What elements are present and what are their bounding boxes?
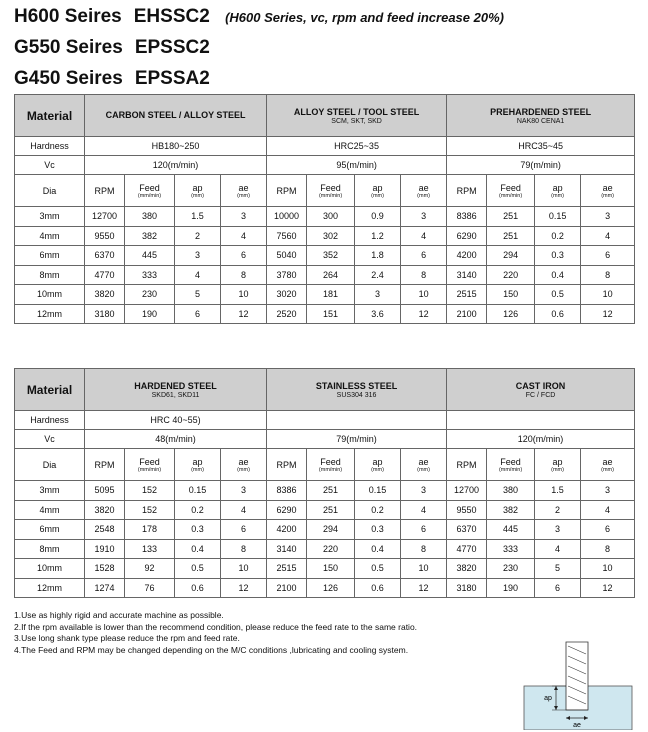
ae-label: ae: [418, 182, 429, 193]
feed-label: Feed: [320, 456, 341, 467]
feed-unit: (mm/min): [318, 192, 343, 199]
ap-column-header: [175, 175, 221, 207]
ae-unit: (mm): [237, 192, 250, 199]
hardness-value: HRC 40~55): [85, 411, 267, 430]
ap-label: ap: [192, 456, 203, 467]
notes: [14, 610, 417, 656]
dia-cell: 10mm: [15, 559, 85, 579]
ap-column-header: [175, 449, 221, 481]
vc-value: 48(m/min): [85, 430, 267, 449]
dia-cell: 4mm: [15, 500, 85, 520]
table-row: [15, 500, 635, 520]
value-cell: 3: [401, 207, 447, 227]
value-cell: 264: [307, 265, 355, 285]
dia-column-header: Dia: [15, 449, 85, 481]
value-cell: 251: [487, 226, 535, 246]
feed-label: Feed: [500, 182, 521, 193]
value-cell: 8386: [447, 207, 487, 227]
feed-label: Feed: [139, 456, 160, 467]
ap-label: ap: [192, 182, 203, 193]
value-cell: 4: [535, 539, 581, 559]
feed-label: Feed: [320, 182, 341, 193]
material-group-name: CAST IRON: [515, 380, 566, 391]
table-row: [15, 481, 635, 501]
value-cell: 12700: [85, 207, 125, 227]
title-line-2: [14, 37, 210, 59]
value-cell: 152: [125, 481, 175, 501]
ae-unit: (mm): [237, 466, 250, 473]
value-cell: 8: [581, 265, 635, 285]
material-group-sub: SUS304 316: [336, 391, 377, 399]
ae-unit: (mm): [417, 466, 430, 473]
feed-label: Feed: [500, 456, 521, 467]
value-cell: 4770: [447, 539, 487, 559]
vc-value: 79(m/min): [447, 156, 635, 175]
value-cell: 5: [535, 559, 581, 579]
table-row: [15, 304, 635, 324]
note-item: 3.Use long shank type please reduce the rpm and feed rate.: [14, 633, 240, 643]
value-cell: 12: [581, 578, 635, 598]
ap-label: ap: [552, 456, 563, 467]
feed-unit: (mm/min): [498, 192, 523, 199]
ae-column-header: [401, 175, 447, 207]
value-cell: 190: [125, 304, 175, 324]
vc-value: 95(m/min): [267, 156, 447, 175]
value-cell: 3.6: [355, 304, 401, 324]
value-cell: 6: [535, 578, 581, 598]
note-item: 2.If the rpm available is lower than the recommend condition, please reduce the feed rate to the same ratio.: [14, 621, 418, 632]
material-group-sub: FC / FCD: [525, 391, 556, 399]
value-cell: 300: [307, 207, 355, 227]
value-cell: 302: [307, 226, 355, 246]
value-cell: 3: [221, 481, 267, 501]
value-cell: 0.3: [355, 520, 401, 540]
dia-cell: 8mm: [15, 539, 85, 559]
value-cell: 3020: [267, 285, 307, 305]
rpm-column-header: RPM: [85, 449, 125, 481]
value-cell: 294: [487, 246, 535, 266]
feed-column-header: [307, 175, 355, 207]
value-cell: 4: [175, 265, 221, 285]
value-cell: 6: [221, 520, 267, 540]
hardness-value: [267, 411, 447, 430]
value-cell: 3: [401, 481, 447, 501]
value-cell: 6: [175, 304, 221, 324]
value-cell: 12: [221, 578, 267, 598]
material-group-header: [267, 95, 447, 137]
value-cell: 4200: [447, 246, 487, 266]
value-cell: 0.15: [355, 481, 401, 501]
value-cell: 1.8: [355, 246, 401, 266]
feed-unit: (mm/min): [137, 466, 162, 473]
value-cell: 3: [581, 207, 635, 227]
value-cell: 12: [401, 304, 447, 324]
ae-label: ae: [238, 456, 249, 467]
table-row: [15, 207, 635, 227]
table-row: [15, 246, 635, 266]
value-cell: 150: [307, 559, 355, 579]
value-cell: 3: [581, 481, 635, 501]
material-group-header: [267, 369, 447, 411]
feed-column-header: [487, 175, 535, 207]
value-cell: 3820: [85, 500, 125, 520]
material-group-sub: SCM, SKT, SKD: [331, 117, 382, 125]
value-cell: 352: [307, 246, 355, 266]
value-cell: 0.3: [535, 246, 581, 266]
value-cell: 1528: [85, 559, 125, 579]
ae-column-header: [581, 175, 635, 207]
value-cell: 230: [487, 559, 535, 579]
ap-label: ap: [372, 456, 383, 467]
value-cell: 251: [487, 207, 535, 227]
value-cell: 6370: [85, 246, 125, 266]
value-cell: 382: [125, 226, 175, 246]
ae-label: ae: [418, 456, 429, 467]
value-cell: 1.5: [535, 481, 581, 501]
value-cell: 12700: [447, 481, 487, 501]
value-cell: 0.9: [355, 207, 401, 227]
value-cell: 151: [307, 304, 355, 324]
value-cell: 230: [125, 285, 175, 305]
value-cell: 10: [221, 285, 267, 305]
value-cell: 4: [581, 500, 635, 520]
value-cell: 445: [487, 520, 535, 540]
series-code: EHSSC2: [133, 6, 210, 27]
hardness-value: HB180~250: [85, 137, 267, 156]
value-cell: 8: [581, 539, 635, 559]
value-cell: 3140: [447, 265, 487, 285]
value-cell: 0.3: [175, 520, 221, 540]
value-cell: 190: [487, 578, 535, 598]
value-cell: 178: [125, 520, 175, 540]
rpm-column-header: RPM: [447, 449, 487, 481]
value-cell: 133: [125, 539, 175, 559]
series-name: G450 Seires: [14, 68, 123, 89]
value-cell: 1274: [85, 578, 125, 598]
series-code: EPSSC2: [134, 37, 210, 58]
dia-cell: 12mm: [15, 578, 85, 598]
title-line-1: [14, 6, 504, 28]
dia-cell: 3mm: [15, 481, 85, 501]
material-label: Material: [26, 382, 73, 397]
material-group-header: [447, 95, 635, 137]
ap-unit: (mm): [191, 192, 204, 199]
value-cell: 126: [487, 304, 535, 324]
material-group-name: STAINLESS STEEL: [315, 380, 398, 391]
dia-cell: 6mm: [15, 520, 85, 540]
value-cell: 4770: [85, 265, 125, 285]
vc-value: 120(m/min): [447, 430, 635, 449]
value-cell: 0.15: [175, 481, 221, 501]
value-cell: 6290: [447, 226, 487, 246]
table-row: [15, 226, 635, 246]
value-cell: 0.4: [355, 539, 401, 559]
value-cell: 10000: [267, 207, 307, 227]
value-cell: 3: [175, 246, 221, 266]
value-cell: 6: [581, 246, 635, 266]
dia-cell: 4mm: [15, 226, 85, 246]
value-cell: 12: [581, 304, 635, 324]
table-row: [15, 520, 635, 540]
value-cell: 3180: [85, 304, 125, 324]
value-cell: 0.2: [175, 500, 221, 520]
rpm-column-header: RPM: [267, 449, 307, 481]
value-cell: 8: [221, 539, 267, 559]
value-cell: 6: [401, 520, 447, 540]
ae-label: ae: [602, 456, 613, 467]
feed-column-header: [125, 175, 175, 207]
dia-cell: 6mm: [15, 246, 85, 266]
note-item: 4.The Feed and RPM may be changed depending on the M/C conditions ,lubricating and cooling system.: [14, 644, 409, 655]
value-cell: 3: [221, 207, 267, 227]
material-group-header: [85, 95, 267, 137]
ae-unit: (mm): [601, 192, 615, 199]
value-cell: 6: [401, 246, 447, 266]
feed-unit: (mm/min): [318, 466, 343, 473]
value-cell: 2100: [267, 578, 307, 598]
dia-cell: 12mm: [15, 304, 85, 324]
value-cell: 0.4: [535, 265, 581, 285]
ap-ae-diagram: [522, 638, 634, 730]
vc-label: Vc: [15, 156, 85, 175]
ap-unit: (mm): [191, 466, 204, 473]
value-cell: 0.2: [355, 500, 401, 520]
value-cell: 2100: [447, 304, 487, 324]
value-cell: 6290: [267, 500, 307, 520]
ae-label: ae: [602, 182, 613, 193]
feed-unit: (mm/min): [137, 192, 162, 199]
value-cell: 382: [487, 500, 535, 520]
value-cell: 0.4: [175, 539, 221, 559]
value-cell: 6: [581, 520, 635, 540]
feed-label: Feed: [139, 182, 160, 193]
hardness-label: Hardness: [15, 411, 85, 430]
note-item: 1.Use as highly rigid and accurate machine as possible.: [14, 610, 224, 620]
ae-column-header: [221, 175, 267, 207]
value-cell: 6370: [447, 520, 487, 540]
value-cell: 4: [581, 226, 635, 246]
cutting-conditions-table-2: [14, 368, 635, 598]
value-cell: 2.4: [355, 265, 401, 285]
value-cell: 10: [581, 285, 635, 305]
material-group-header: [85, 369, 267, 411]
ap-label: ap: [552, 182, 563, 193]
value-cell: 10: [221, 559, 267, 579]
table-row: [15, 285, 635, 305]
value-cell: 12: [221, 304, 267, 324]
material-group-name: HARDENED STEEL: [134, 380, 217, 391]
dia-cell: 10mm: [15, 285, 85, 305]
dia-cell: 3mm: [15, 207, 85, 227]
value-cell: 2520: [267, 304, 307, 324]
value-cell: 0.6: [355, 578, 401, 598]
series-code: EPSSA2: [134, 68, 210, 89]
value-cell: 4: [221, 226, 267, 246]
ae-label: ae: [238, 182, 249, 193]
value-cell: 7560: [267, 226, 307, 246]
value-cell: 380: [125, 207, 175, 227]
ap-column-header: [535, 175, 581, 207]
value-cell: 3140: [267, 539, 307, 559]
value-cell: 2: [535, 500, 581, 520]
value-cell: 12: [401, 578, 447, 598]
material-group-name: ALLOY STEEL / TOOL STEEL: [293, 106, 420, 117]
value-cell: 10: [401, 285, 447, 305]
value-cell: 0.5: [355, 559, 401, 579]
hardness-label: Hardness: [15, 137, 85, 156]
value-cell: 76: [125, 578, 175, 598]
value-cell: 1910: [85, 539, 125, 559]
value-cell: 2515: [267, 559, 307, 579]
value-cell: 445: [125, 246, 175, 266]
rpm-column-header: RPM: [85, 175, 125, 207]
material-header-cell: [15, 369, 85, 411]
material-group-sub: NAK80 CENA1: [516, 117, 565, 125]
material-header-cell: [15, 95, 85, 137]
value-cell: 1.2: [355, 226, 401, 246]
material-group-sub: SKD61, SKD11: [151, 391, 200, 399]
value-cell: 2515: [447, 285, 487, 305]
value-cell: 8: [401, 539, 447, 559]
value-cell: 0.6: [175, 578, 221, 598]
title-line-3: [14, 68, 210, 90]
ae-unit: (mm): [417, 192, 430, 199]
ap-unit: (mm): [371, 192, 384, 199]
value-cell: 294: [307, 520, 355, 540]
series-name: H600 Seires: [14, 6, 122, 27]
value-cell: 220: [307, 539, 355, 559]
table-row: [15, 559, 635, 579]
value-cell: 92: [125, 559, 175, 579]
value-cell: 333: [487, 539, 535, 559]
table-row: [15, 265, 635, 285]
value-cell: 2548: [85, 520, 125, 540]
rpm-column-header: RPM: [267, 175, 307, 207]
hardness-value: HRC35~45: [447, 137, 635, 156]
value-cell: 0.5: [535, 285, 581, 305]
value-cell: 150: [487, 285, 535, 305]
ae-label: ae: [573, 722, 581, 729]
feed-column-header: [307, 449, 355, 481]
ae-column-header: [221, 449, 267, 481]
ap-unit: (mm): [551, 466, 564, 473]
value-cell: 126: [307, 578, 355, 598]
ap-unit: (mm): [551, 192, 564, 199]
ap-label: ap: [544, 695, 552, 702]
value-cell: 4: [221, 500, 267, 520]
value-cell: 5040: [267, 246, 307, 266]
value-cell: 3180: [447, 578, 487, 598]
value-cell: 1.5: [175, 207, 221, 227]
series-name: G550 Seires: [14, 37, 123, 58]
hardness-value: [447, 411, 635, 430]
value-cell: 8: [221, 265, 267, 285]
vc-value: 79(m/min): [267, 430, 447, 449]
value-cell: 0.6: [535, 304, 581, 324]
value-cell: 0.15: [535, 207, 581, 227]
dia-cell: 8mm: [15, 265, 85, 285]
value-cell: 2: [175, 226, 221, 246]
value-cell: 4200: [267, 520, 307, 540]
value-cell: 5095: [85, 481, 125, 501]
value-cell: 9550: [447, 500, 487, 520]
value-cell: 220: [487, 265, 535, 285]
material-group-name: CARBON STEEL / ALLOY STEEL: [105, 110, 246, 120]
value-cell: 251: [307, 481, 355, 501]
feed-column-header: [487, 449, 535, 481]
material-label: Material: [26, 108, 73, 123]
value-cell: 380: [487, 481, 535, 501]
ap-column-header: [535, 449, 581, 481]
ae-column-header: [581, 449, 635, 481]
ae-column-header: [401, 449, 447, 481]
value-cell: 3: [535, 520, 581, 540]
cutting-conditions-table-1: [14, 94, 635, 324]
value-cell: 5: [175, 285, 221, 305]
feed-unit: (mm/min): [498, 466, 523, 473]
ap-column-header: [355, 449, 401, 481]
vc-value: 120(m/min): [85, 156, 267, 175]
series-note: (H600 Series, vc, rpm and feed increase 20%): [225, 10, 504, 25]
rpm-column-header: RPM: [447, 175, 487, 207]
value-cell: 6: [221, 246, 267, 266]
hardness-value: HRC25~35: [267, 137, 447, 156]
value-cell: 152: [125, 500, 175, 520]
value-cell: 3820: [447, 559, 487, 579]
value-cell: 8: [401, 265, 447, 285]
value-cell: 9550: [85, 226, 125, 246]
value-cell: 8386: [267, 481, 307, 501]
value-cell: 10: [581, 559, 635, 579]
value-cell: 3780: [267, 265, 307, 285]
table-row: [15, 578, 635, 598]
table-row: [15, 539, 635, 559]
material-group-name: PREHARDENED STEEL: [490, 106, 592, 117]
vc-label: Vc: [15, 430, 85, 449]
ae-unit: (mm): [601, 466, 614, 473]
material-group-header: [447, 369, 635, 411]
value-cell: 4: [401, 226, 447, 246]
value-cell: 0.2: [535, 226, 581, 246]
ap-unit: (mm): [371, 466, 384, 473]
value-cell: 251: [307, 500, 355, 520]
dia-column-header: Dia: [15, 175, 85, 207]
value-cell: 3: [355, 285, 401, 305]
feed-column-header: [125, 449, 175, 481]
value-cell: 333: [125, 265, 175, 285]
ap-column-header: [355, 175, 401, 207]
ap-label: ap: [372, 182, 383, 193]
value-cell: 10: [401, 559, 447, 579]
value-cell: 4: [401, 500, 447, 520]
value-cell: 0.5: [175, 559, 221, 579]
value-cell: 181: [307, 285, 355, 305]
value-cell: 3820: [85, 285, 125, 305]
